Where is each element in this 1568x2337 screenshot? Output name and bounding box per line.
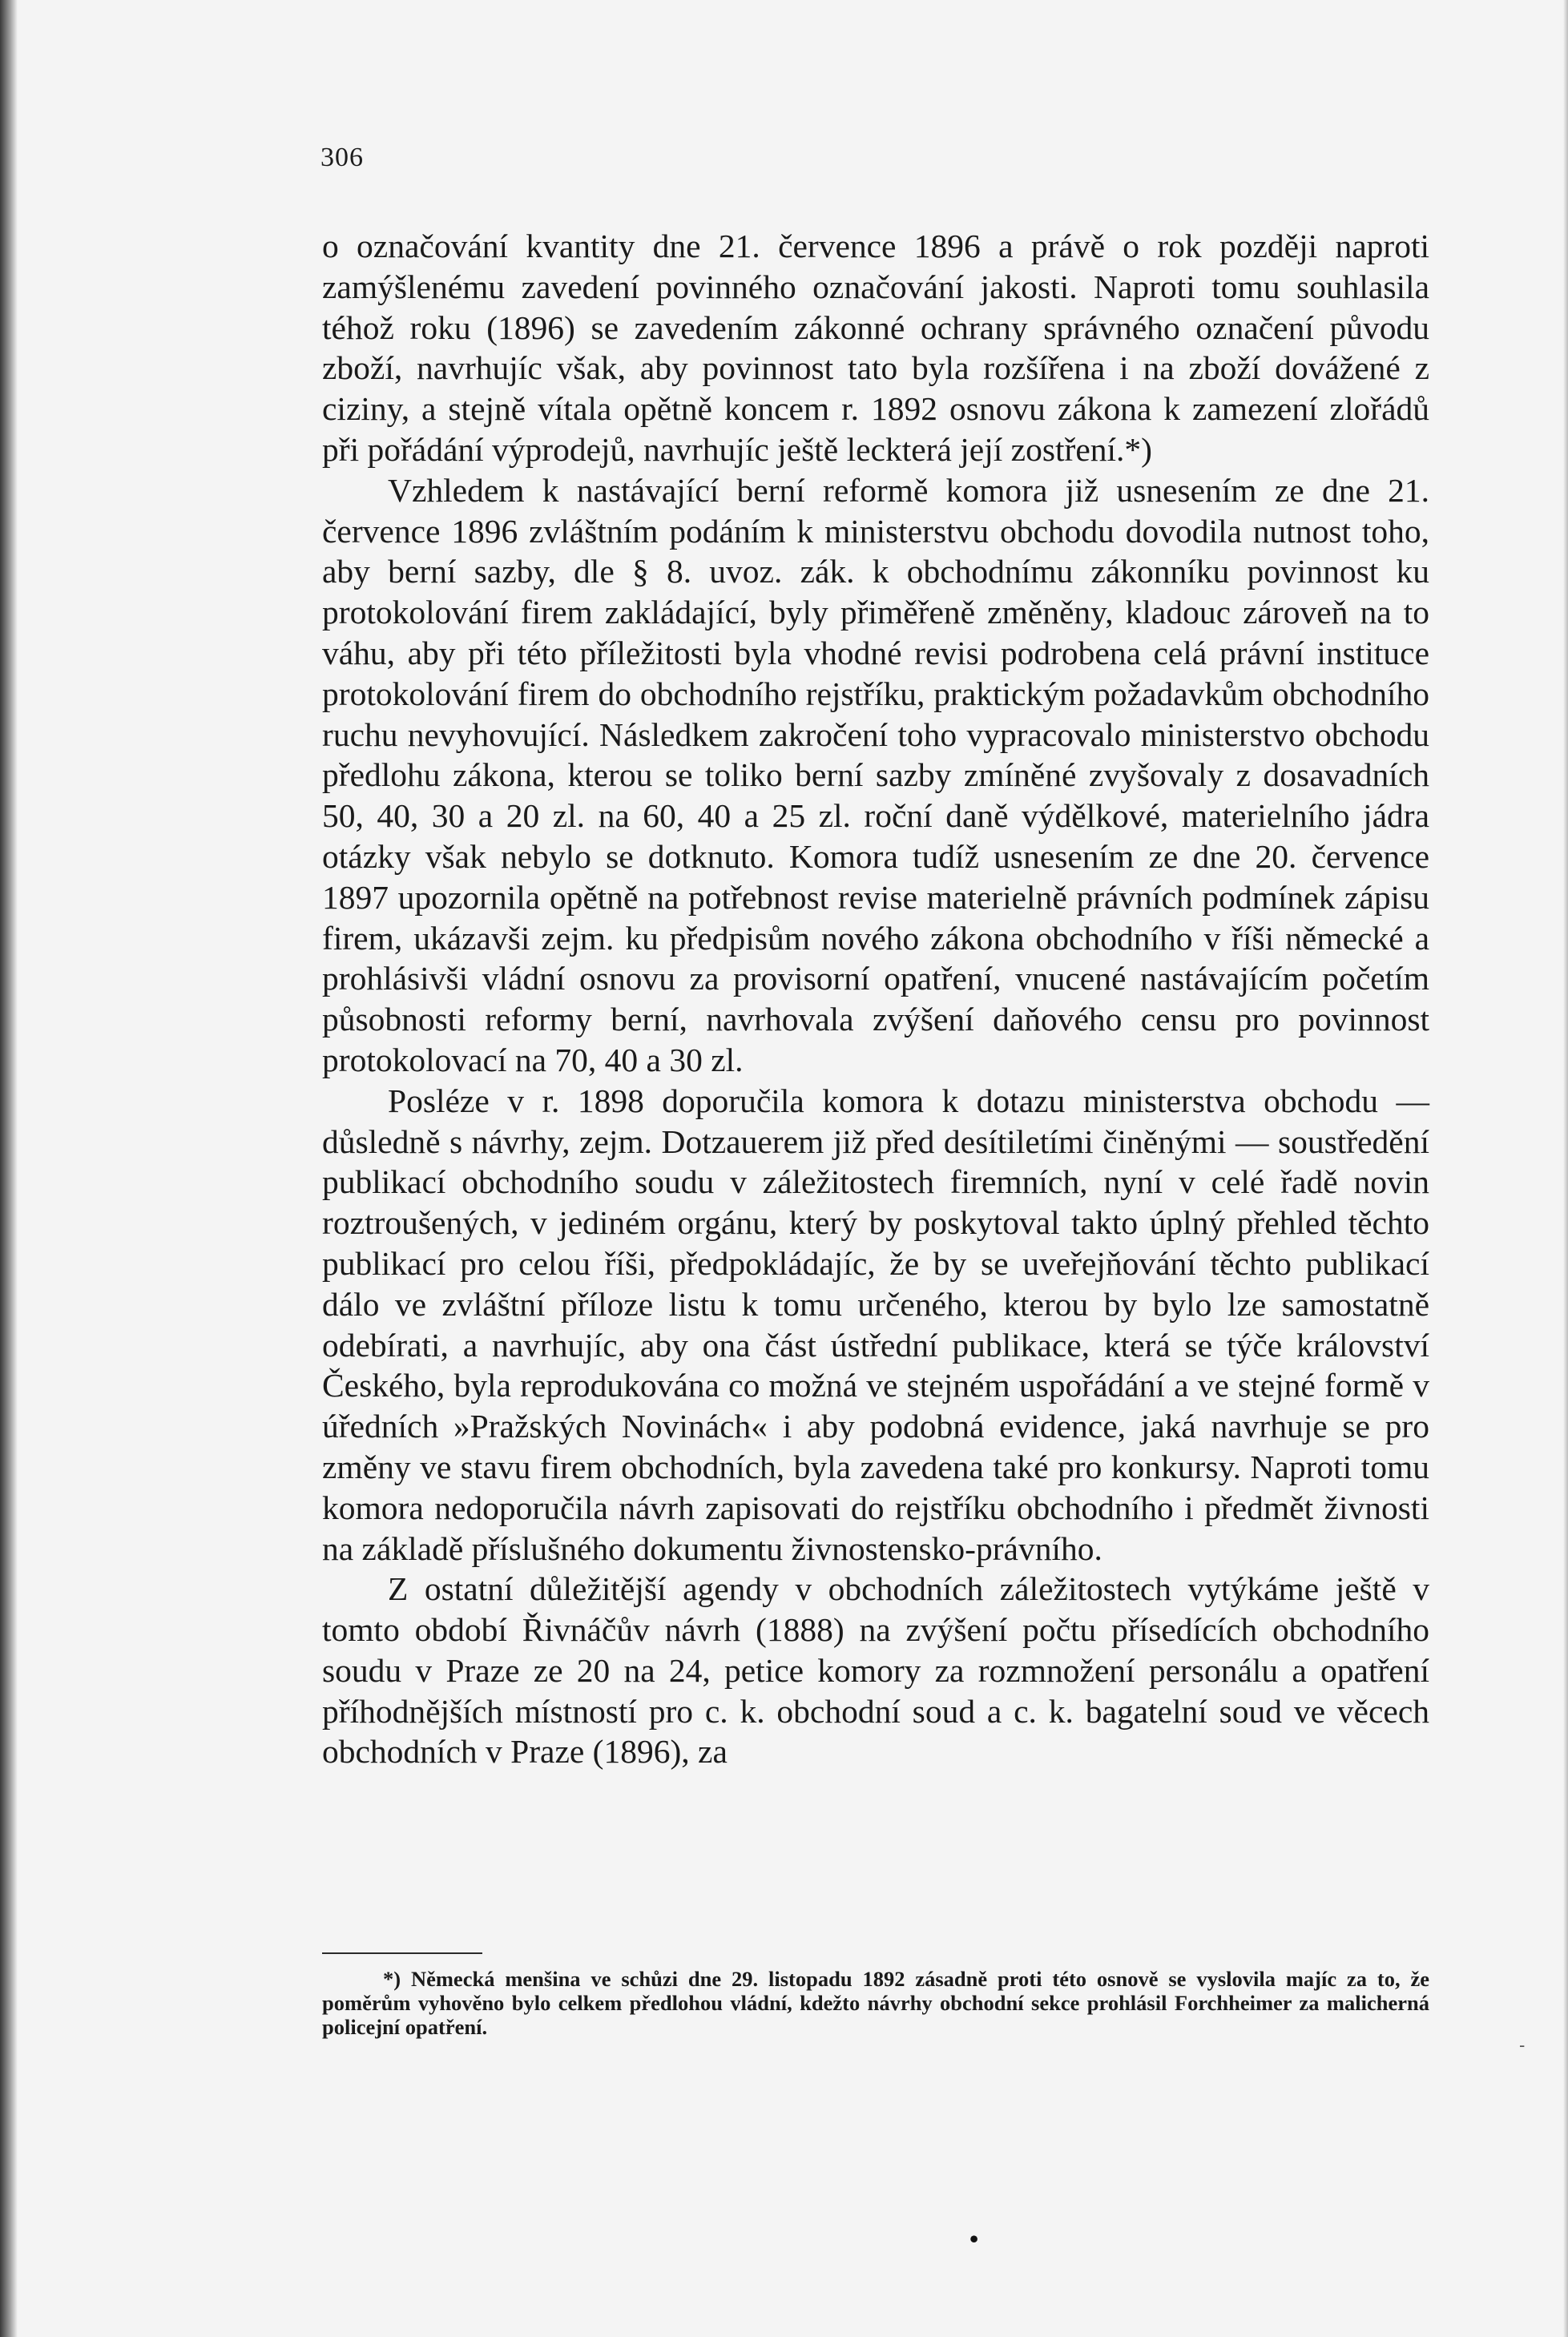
footnote-divider — [322, 1952, 482, 1954]
bottom-ink-mark: • — [969, 2224, 979, 2253]
footnote — [322, 1967, 1429, 2039]
paragraph-2: Vzhledem k nastávající berní reformě komora již usnesením ze dne 21. července 1896 zvláštním podáním k ministerstvu obchodu dovodila nutnost toho, aby berní sazby, dle § 8. uvoz. zák. k obchodnímu zákonníku povinnost ku protokolování firem zakládající, byly přiměřeně změněny, kladouc zároveň na to váhu, aby při této příležitosti byla vhodné revisi podrobena celá právní instituce protokolování firem do obchodního rejstříku, praktickým požadavkům obchodního ruchu nevyhovující. Následkem zakročení toho vypracovalo ministerstvo obchodu předlohu zákona, kterou se toliko berní sazby zmíněné zvyšovaly z dosavadních 50, 40, 30 a 20 zl. na 60, 40 a 25 zl. roční daně výdělkové, materielního jádra otázky však nebylo se dotknuto. Komora tudíž usnesením ze dne 20. července 1897 upozornila opětně na potřebnost revise materielně právních podmínek zápisu firem, ukázavši zejm. ku předpisům nového zákona obchodního v říši německé a prohlásivši vládní osnovu za provisorní opatření, vnucené nastávajícím početím působnosti reformy berní, navrhovala zvýšení daňového censu pro povinnost protokolovací na 70, 40 a 30 zl. — [322, 471, 1429, 1078]
paragraph-3: Posléze v r. 1898 doporučila komora k dotazu ministerstva obchodu — důsledně s návrhy, zejm. Dotzauerem již před desítiletími činěnými — soustředění publikací obchodního soudu v záležitostech firemních, nyní v celé řadě novin roztroušených, v jediném orgánu, který by poskytoval takto úplný přehled těchto publikací pro celou říši, předpokládajíc, že by se uveřejňování těchto publikací dálo ve zvláštní příloze listu k tomu určeného, kterou by bylo lze samostatně odebírati, a navrhujíc, aby ona část ústřední publikace, která se týče království Českého, byla reprodukována co možná ve stejném uspořádání a ve stejné formě v úředních »Pražských Novinách« i aby podobná evidence, jaká navrhuje se pro změny ve stavu firem obchodních, byla zavedena také pro konkursy. Naproti tomu komora nedoporučila návrh zapisovati do rejstříku obchodního i předmět živnosti na základě příslušného dokumentu živnostensko-právního. — [322, 1082, 1429, 1567]
body-text — [322, 226, 1429, 1772]
paragraph-4: Z ostatní důležitější agendy v obchodních záležitostech vytýkáme ještě v tomto období Řivnáčův návrh (1888) na zvýšení počtu přísedících obchodního soudu v Praze ze 20 na 24, petice komory za rozmnožení personálu a opatření příhodnějších místností pro c. k. obchodní soud a c. k. bagatelní soud ve věcech obchodních v Praze (1896), za — [322, 1570, 1429, 1771]
paragraph-1: o označování kvantity dne 21. července 1896 a právě o rok později naproti zamýšlenému zavedení povinného označování jakosti. Naproti tomu souhlasila téhož roku (1896) se zavedením zákonné ochrany správného označení původu zboží, navrhujíc však, aby povinnost tato byla rozšířena i na zboží dovážené z ciziny, a stejně vítala opětně koncem r. 1892 osnovu zákona k zamezení zlořádů při pořádání výprodejů, navrhujíc ještě leckterá její zostření.*) — [322, 228, 1429, 468]
binding-edge — [0, 0, 18, 2337]
footnote-text: *) Německá menšina ve schůzi dne 29. listopadu 1892 zásadně proti této osnově se vyslovila majíc za to, že poměrům vyhověno bylo celkem předlohou vládní, kdežto návrhy obchodní sekce prohlásil Forchheimer za malicherná policejní opatření. — [322, 1967, 1429, 2039]
page-right-edge — [1563, 0, 1568, 2337]
page-number: 306 — [320, 143, 364, 172]
margin-dash-mark: - — [1519, 2035, 1526, 2055]
